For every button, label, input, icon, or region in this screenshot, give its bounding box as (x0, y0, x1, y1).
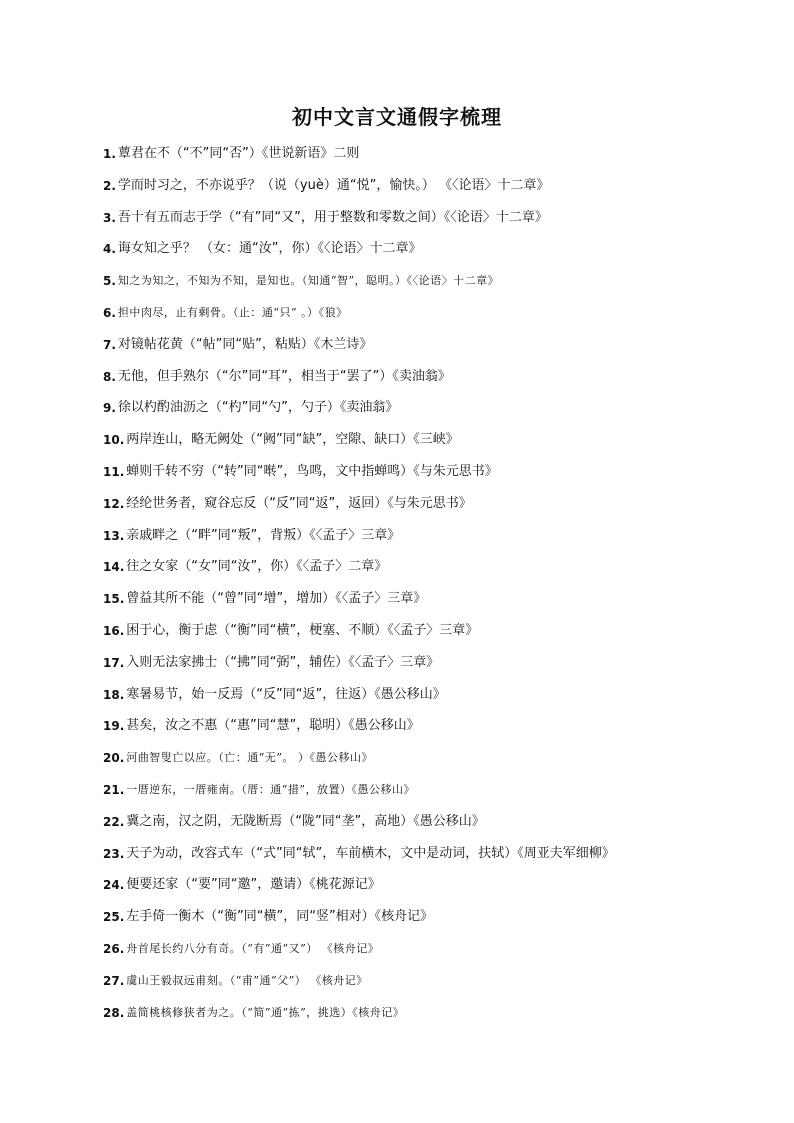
entry-number: 8. (103, 369, 116, 384)
entry-text: 学而时习之，不亦说乎？（说（yuè）通“悦”，愉快。） 《〈论语〉十二章》 (117, 177, 550, 193)
list-item (103, 143, 703, 175)
list-item (103, 334, 703, 366)
entry-text: 吾十有五而志于学（“有”同“又”，用于整数和零数之间）《〈论语〉十二章》 (117, 209, 548, 225)
list-item (103, 874, 703, 906)
list-item (103, 461, 703, 493)
entry-text: 徐以杓酌油沥之（“杓”同“勺”，勺子）《卖油翁》 (117, 400, 399, 416)
entry-text: 困于心，衡于虑（“衡”同“横”，梗塞、不顺）《〈孟子〉三章》 (126, 622, 479, 638)
entry-text: 蕈君在不（“不”同“否”）《世说新语》二则 (117, 146, 360, 161)
entry-number: 6. (103, 305, 116, 320)
entry-text: 入则无法家拂士（“拂”同“弼”，辅佐）《〈孟子〉三章》 (126, 654, 440, 670)
entry-list (103, 143, 703, 1033)
entry-text: 冀之南，汉之阴，无陇断焉（“陇”同“垄”，高地）《愚公移山》 (126, 813, 485, 829)
entry-text: 曾益其所不能（“曾”同“增”，增加）《〈孟子〉三章》 (126, 591, 427, 607)
list-item (103, 493, 703, 525)
entry-number: 10. (103, 433, 125, 448)
entry-text: 甚矣，汝之不惠（“惠”同“慧”，聪明）《愚公移山》 (126, 718, 420, 734)
entry-number: 18. (103, 687, 125, 702)
entry-number: 2. (103, 178, 116, 193)
entry-text: 盖简桃核修狭者为之。（“简”通“拣”，挑选）《核舟记》 (126, 1005, 405, 1019)
page-title: 初中文言文通假字梳理 (292, 105, 502, 129)
entry-number: 23. (103, 846, 125, 861)
list-item (103, 175, 703, 207)
list-item (103, 1002, 703, 1034)
entry-number: 14. (103, 560, 125, 575)
list-item (103, 747, 703, 779)
entry-text: 舟首尾长约八分有奇。（“有”通“又”） 《核舟记》 (126, 941, 380, 955)
list-item (103, 811, 703, 843)
list-item (103, 652, 703, 684)
entry-number: 26. (103, 941, 125, 956)
list-item (103, 207, 703, 239)
entry-text: 河曲智叟亡以应。（亡：通“无”。 ）《愚公移山》 (126, 751, 374, 765)
list-item (103, 238, 703, 270)
entry-text: 担中肉尽，止有剩骨。（止：通“只” 。）《狼》 (117, 305, 348, 319)
list-item (103, 970, 703, 1002)
list-item (103, 525, 703, 557)
entry-number: 13. (103, 528, 125, 543)
list-item (103, 397, 703, 429)
entry-number: 1. (103, 147, 116, 161)
list-item (103, 906, 703, 938)
entry-text: 两岸连山，略无阙处（“阙”同“缺”，空隙、缺口）《三峡》 (126, 432, 459, 448)
entry-text: 蝉则千转不穷（“转”同“啭”，鸟鸣，文中指蝉鸣）《与朱元思书》 (126, 463, 498, 479)
list-item (103, 556, 703, 588)
list-item (103, 270, 703, 302)
entry-number: 16. (103, 623, 125, 638)
entry-text: 便要还家（“要”同“邀”，邀请）《桃花源记》 (126, 877, 381, 893)
list-item (103, 588, 703, 620)
entry-number: 4. (103, 242, 116, 257)
entry-number: 3. (103, 210, 116, 225)
entry-text: 一厝逆东，一厝雍南。（厝：通“措”，放置）《愚公移山》 (126, 782, 416, 796)
entry-text: 经纶世务者，窥谷忘反（“反”同“返”，返回）《与朱元思书》 (126, 495, 472, 511)
list-item (103, 684, 703, 716)
entry-text: 诲女知之乎？ （女：通“汝”，你）《〈论语〉十二章》 (117, 241, 422, 257)
entry-text: 无他，但手熟尔（“尔”同“耳”，相当于“罢了”）《卖油翁》 (117, 368, 451, 384)
entry-number: 22. (103, 814, 125, 829)
entry-number: 11. (103, 464, 125, 479)
entry-number: 25. (103, 910, 125, 925)
entry-number: 20. (103, 751, 125, 766)
list-item (103, 715, 703, 747)
entry-number: 12. (103, 496, 125, 511)
entry-text: 虞山王毅叔远甫刻。（“甫”通“父”） 《核舟记》 (126, 973, 368, 987)
list-item (103, 302, 703, 334)
list-item (103, 366, 703, 398)
list-item (103, 843, 703, 875)
list-item (103, 779, 703, 811)
entry-number: 5. (103, 274, 116, 289)
entry-text: 亲戚畔之（“畔”同“叛”，背叛）《〈孟子〉三章》 (126, 527, 401, 543)
entry-number: 27. (103, 973, 125, 988)
entry-text: 左手倚一衡木（“衡”同“横”，同“竖”相对）《核舟记》 (126, 909, 434, 925)
entry-number: 7. (103, 337, 116, 352)
entry-number: 24. (103, 878, 125, 893)
entry-number: 9. (103, 401, 116, 416)
entry-number: 15. (103, 592, 125, 607)
entry-text: 天子为动，改容式车（“式”同“轼”，车前横木，文中是动词，扶轼）《周亚夫军细柳》 (126, 845, 615, 861)
entry-text: 对镜帖花黄（“帖”同“贴”，粘贴）《木兰诗》 (117, 336, 373, 352)
list-item (103, 429, 703, 461)
list-item (103, 938, 703, 970)
entry-number: 28. (103, 1005, 125, 1020)
entry-text: 寒暑易节，始一反焉（“反”同“返”，往返）《愚公移山》 (126, 686, 446, 702)
entry-number: 19. (103, 719, 125, 734)
entry-text: 往之女家（“女”同“汝”，你）《〈孟子〉二章》 (126, 559, 388, 575)
entry-number: 21. (103, 782, 125, 797)
list-item (103, 620, 703, 652)
entry-number: 17. (103, 655, 125, 670)
entry-text: 知之为知之，不知为不知，是知也。（知通“智”，聪明。）《〈论语〉十二章》 (117, 274, 500, 288)
